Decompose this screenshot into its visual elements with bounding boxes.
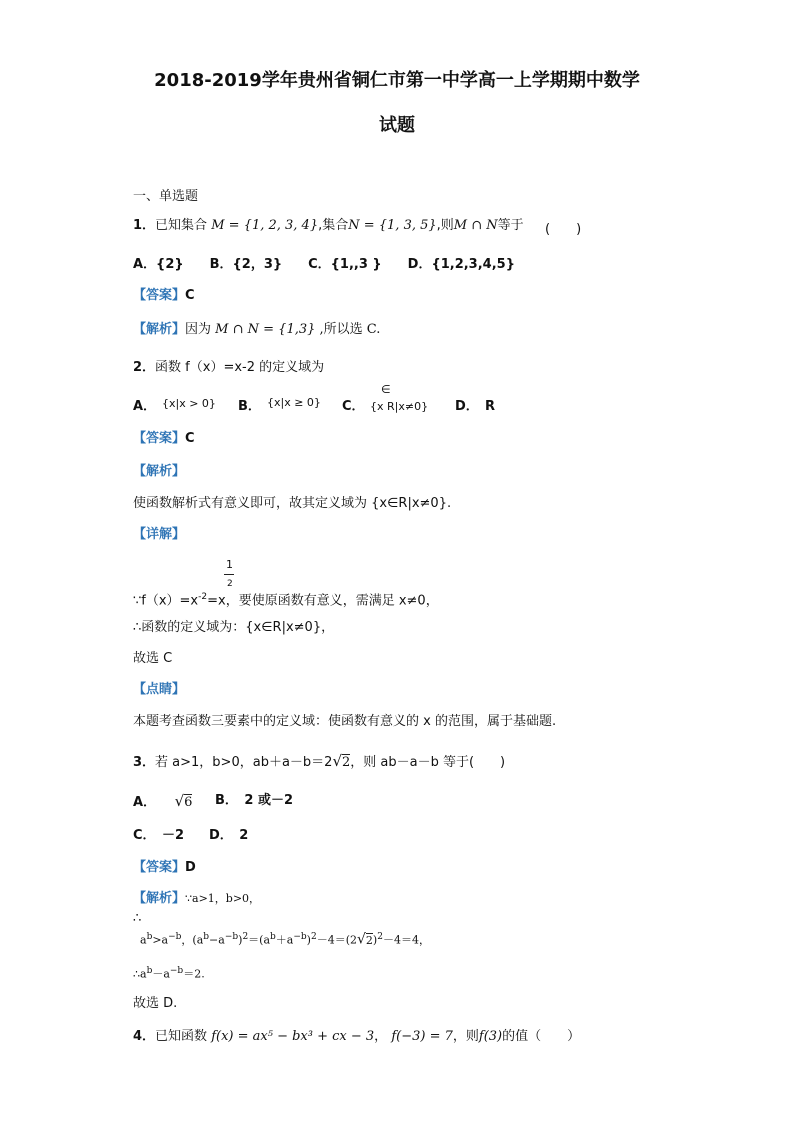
question-text: 等于 bbox=[497, 218, 524, 233]
answer-bracket: ( ) bbox=[545, 222, 582, 237]
detail-text: ∵f（x）=x bbox=[133, 593, 199, 609]
analysis-text: 因为 bbox=[185, 322, 212, 337]
question-number: 3． bbox=[133, 755, 156, 770]
analysis-q1 bbox=[133, 322, 380, 338]
question-number: 2． bbox=[133, 360, 156, 375]
option-c: {x R|x≠0} bbox=[370, 400, 429, 413]
option-a bbox=[133, 793, 192, 811]
question-number: 4． bbox=[133, 1029, 156, 1044]
question-text: ， bbox=[374, 1029, 388, 1044]
question-text: 已知函数 bbox=[155, 1029, 208, 1044]
question-2 bbox=[133, 360, 324, 376]
exponent-numerator: 1 bbox=[226, 558, 233, 571]
page-title-continued: 试题 bbox=[379, 115, 415, 136]
question-text: ,则 bbox=[436, 218, 454, 233]
analysis-line-2: $a^b>a^{-b}$，$(a^b-a^{-b})^2=(a^b+a^{-b})^2-4=(2√2)^2-4=4$， bbox=[140, 931, 430, 948]
sqrt-symbol: √ bbox=[332, 752, 342, 770]
analysis-text: ,所以选 C. bbox=[315, 322, 381, 337]
question-3 bbox=[133, 753, 505, 771]
analysis-text: ∵a>1，b>0， bbox=[185, 892, 261, 905]
option-a-label: A． bbox=[133, 795, 157, 810]
set-n: N = {1, 3, 5} bbox=[348, 218, 437, 233]
option-a: {x|x > 0} bbox=[162, 397, 216, 410]
answer-label: 【答案】 bbox=[133, 860, 186, 875]
option-c-label: C． bbox=[342, 399, 365, 414]
detail-line-1 bbox=[133, 589, 439, 609]
answer-value: D bbox=[185, 860, 196, 875]
condition-expr: f(−3) = 7 bbox=[391, 1029, 453, 1044]
option-c: C． －2 bbox=[133, 828, 185, 843]
question-text: ，则 ab－a－b 等于( ) bbox=[350, 755, 506, 770]
question-text: 的值（ ） bbox=[502, 1029, 581, 1044]
answer-q1 bbox=[133, 288, 195, 304]
option-d: R bbox=[485, 399, 496, 414]
analysis-q3 bbox=[133, 891, 260, 907]
question-text: ，则 bbox=[452, 1029, 479, 1044]
option-d-label: D． bbox=[455, 399, 479, 414]
comment-label: 【点睛】 bbox=[133, 682, 186, 697]
exponent-denominator: 2 bbox=[227, 579, 233, 589]
analysis-line-3: $\therefore a^b-a^{-b}=2$. bbox=[133, 966, 205, 981]
radicand: 2 bbox=[342, 755, 351, 770]
analysis-label: 【解析】 bbox=[133, 891, 186, 906]
question-text: 已知集合 bbox=[155, 218, 208, 233]
answer-q2 bbox=[133, 431, 195, 447]
analysis-math: M ∩ N = {1,3} bbox=[215, 322, 316, 337]
detail-label: 【详解】 bbox=[133, 527, 186, 542]
analysis-text: 使函数解析式有意义即可，故其定义域为 {x∈R|x≠0}. bbox=[133, 496, 452, 511]
option-b: {x|x ≥ 0} bbox=[267, 396, 321, 409]
answer-q3 bbox=[133, 860, 196, 876]
conclusion-q3: 故选 D. bbox=[133, 996, 178, 1011]
radicand: 6 bbox=[184, 795, 193, 810]
detail-text: ，要使原函数有意义，需满足 x≠0， bbox=[225, 593, 439, 609]
option-d: D． 2 bbox=[209, 828, 249, 843]
ask-expr: f(3) bbox=[478, 1029, 503, 1044]
analysis-label: 【解析】 bbox=[133, 464, 186, 479]
question-number: 1． bbox=[133, 218, 156, 233]
detail-text: =x bbox=[207, 593, 226, 609]
option-c-symbol: ∈ bbox=[381, 383, 391, 396]
question-text: 若 a>1，b>0，ab＋a－b＝2 bbox=[155, 755, 333, 770]
detail-line-2: ∴函数的定义域为：{x∈R|x≠0}， bbox=[133, 620, 335, 635]
answer-label: 【答案】 bbox=[133, 288, 186, 303]
therefore-symbol: ∴ bbox=[133, 911, 142, 926]
option-b: B． 2 或－2 bbox=[215, 793, 294, 808]
sqrt-symbol: √ bbox=[174, 792, 185, 810]
intersection-expr: M ∩ N bbox=[453, 218, 498, 233]
section-heading: 一、单选题 bbox=[133, 189, 199, 204]
page-title: 2018-2019学年贵州省铜仁市第一中学高一上学期期中数学 bbox=[154, 70, 640, 91]
function-expr: f(x) = ax⁵ − bx³ + cx − 3 bbox=[211, 1029, 375, 1044]
question-4 bbox=[133, 1029, 580, 1045]
comment-text: 本题考查函数三要素中的定义域：使函数有意义的 x 的范围，属于基础题. bbox=[133, 714, 557, 729]
detail-line-3: 故选 C bbox=[133, 651, 173, 666]
option-a-label: A． bbox=[133, 399, 157, 414]
detail-exponent: -2 bbox=[198, 592, 208, 602]
fraction-bar bbox=[224, 574, 234, 575]
option-b-label: B． bbox=[238, 399, 261, 414]
answer-value: C bbox=[185, 431, 195, 446]
set-m: M = {1, 2, 3, 4} bbox=[211, 218, 319, 233]
question-1 bbox=[133, 218, 524, 234]
question-text: 函数 f（x）=x-2 的定义域为 bbox=[155, 360, 325, 375]
question-text: ,集合 bbox=[318, 218, 349, 233]
analysis-label: 【解析】 bbox=[133, 322, 186, 337]
answer-value: C bbox=[185, 288, 195, 303]
answer-label: 【答案】 bbox=[133, 431, 186, 446]
options-q1: A．{2} B．{2，3} C．{1,,3 } D．{1,2,3,4,5} bbox=[133, 257, 515, 272]
